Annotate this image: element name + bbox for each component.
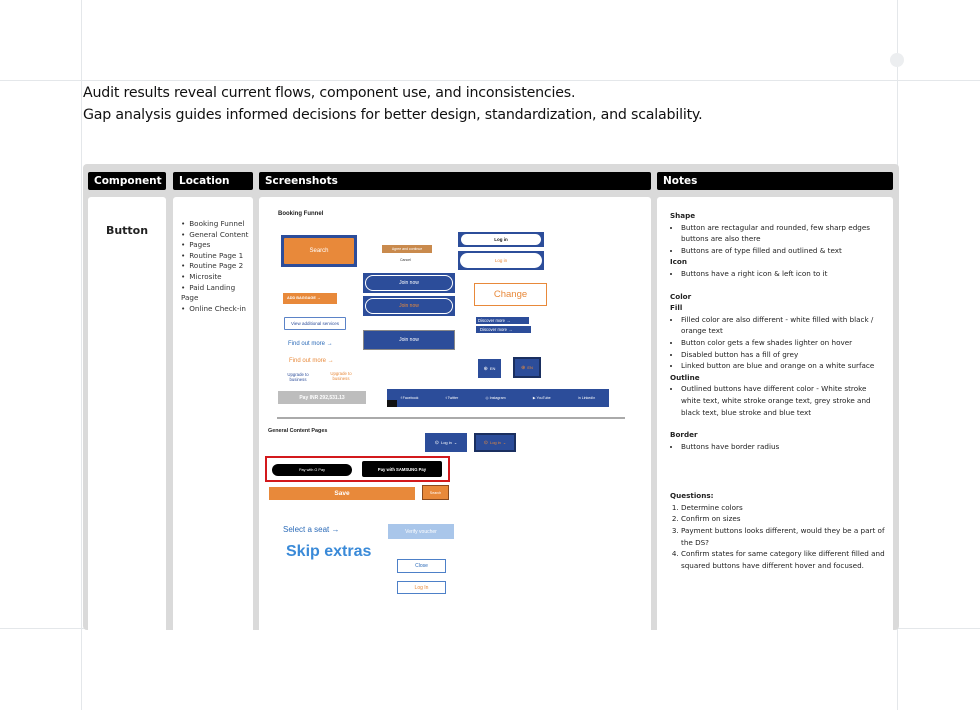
bar-corner-mark — [387, 400, 397, 407]
notes-item: • Linked button are blue and orange on a white surface — [681, 360, 885, 372]
booking-funnel-title: Booking Funnel — [278, 211, 324, 217]
header-component: Component — [88, 172, 166, 190]
notes-item: • Outlined buttons have different color - White stroke white text, white stroke orange text, grey stroke and black text, blue stroke and blue text — [681, 383, 885, 418]
join-now-button-2[interactable]: Join now — [365, 298, 453, 314]
location-item: • Paid Landing Page — [181, 283, 253, 304]
discover-more-button-2[interactable] — [476, 326, 531, 333]
search-button[interactable]: Search — [284, 238, 354, 264]
user-icon: ⊙ — [434, 439, 439, 446]
select-seat-link[interactable] — [283, 525, 339, 534]
question-item: 1. Determine colors — [681, 502, 885, 514]
language-label-active: EN — [527, 365, 533, 370]
youtube-icon: ▶ — [532, 396, 536, 400]
verify-voucher-button-disabled[interactable]: Verify voucher — [388, 524, 454, 539]
pay-inr-button-disabled[interactable]: Pay INR 292,531.13 — [278, 391, 366, 404]
search-button-small[interactable]: Search — [422, 485, 449, 500]
guide-handle — [890, 53, 904, 67]
user-icon: ⊙ — [483, 439, 488, 446]
linkedin-label: LinkedIn — [581, 396, 596, 400]
intro-line-2: Gap analysis guides informed decisions for better design, standardization, and scalability. — [83, 107, 703, 123]
section-divider — [277, 417, 625, 419]
location-item: • Routine Page 2 — [181, 261, 253, 272]
join-now-button-3[interactable]: Join now — [363, 330, 455, 350]
arrow-right-icon: → — [331, 525, 340, 534]
youtube-button[interactable] — [533, 396, 551, 400]
guide-line-top — [0, 80, 980, 81]
instagram-label: Instagram — [489, 396, 506, 400]
notes-border-title: Border — [670, 430, 698, 440]
facebook-label: Facebook — [402, 396, 419, 400]
log-in-outline-button[interactable]: Log In — [397, 581, 446, 594]
find-out-more-link-orange[interactable] — [289, 358, 334, 364]
google-pay-button[interactable]: Pay with G Pay — [272, 464, 352, 476]
notes-questions-title: Questions: — [670, 491, 714, 501]
twitter-icon: t — [445, 396, 447, 400]
log-in-button-orange-text[interactable]: Log in — [460, 253, 542, 268]
facebook-icon: f — [400, 396, 402, 400]
location-item: • Booking Funnel — [181, 219, 253, 230]
header-notes: Notes — [657, 172, 893, 190]
notes-item: • Disabled button has a fill of grey — [681, 349, 885, 361]
location-item: • Pages — [181, 240, 253, 251]
facebook-button[interactable] — [401, 396, 419, 400]
notes-item: • Buttons have border radius — [681, 441, 885, 453]
globe-icon: ⊕ — [521, 364, 526, 371]
notes-item: • Filled color are also different - white filled with black / orange text — [681, 314, 885, 337]
language-button-en[interactable] — [478, 359, 501, 378]
view-additional-services-button[interactable]: View additional services — [284, 317, 346, 330]
agree-continue-button[interactable]: Agree and continue — [382, 245, 432, 253]
language-label: EN — [489, 366, 496, 371]
notes-fill-list — [670, 314, 885, 372]
chevron-down-icon: ⌄ — [453, 440, 458, 445]
notes-color-title: Color — [670, 291, 692, 301]
location-list — [181, 219, 253, 314]
notes-item: • Button are rectagular and rounded, few sharp edges buttons are also there — [681, 222, 885, 245]
question-item: 4. Confirm states for same category like different filled and squared buttons have different hover and focused. — [681, 548, 885, 571]
arrow-right-icon: → — [508, 327, 513, 332]
notes-icon-title: Icon — [670, 257, 687, 267]
twitter-button[interactable] — [446, 396, 459, 400]
linkedin-icon: in — [577, 396, 581, 400]
arrow-right-icon: → — [326, 341, 333, 347]
upgrade-business-link-blue[interactable]: Upgrade to business — [287, 372, 309, 382]
log-in-button-white[interactable]: Log in — [461, 234, 541, 245]
guide-line-left — [81, 0, 82, 710]
instagram-icon: ◎ — [485, 396, 489, 400]
notes-fill-title: Fill — [670, 303, 683, 313]
join-frame-1 — [363, 273, 455, 293]
location-item: • Microsite — [181, 272, 253, 283]
upgrade-business-link-orange[interactable]: Upgrade to business — [330, 371, 352, 381]
header-location: Location — [173, 172, 253, 190]
notes-border-list — [670, 441, 885, 453]
notes-outline-list — [670, 383, 885, 418]
save-button[interactable]: Save — [269, 487, 415, 500]
notes-shape-title: Shape — [670, 211, 696, 220]
change-button[interactable]: Change — [474, 283, 547, 306]
component-name: Button — [105, 224, 149, 237]
add-baggage-button[interactable] — [283, 293, 337, 304]
discover-more-button-1[interactable] — [476, 317, 529, 324]
log-in-label-dark-1: Log in — [440, 440, 452, 445]
notes-column — [657, 197, 893, 630]
select-seat-label: Select a seat — [283, 525, 330, 534]
youtube-label: YouTube — [536, 396, 551, 400]
arrow-right-icon: → — [506, 318, 511, 323]
location-item: • General Content — [181, 230, 253, 241]
notes-item: • Buttons have a right icon & left icon to it — [681, 268, 885, 280]
join-frame-2 — [363, 296, 455, 316]
twitter-label: Twitter — [447, 396, 459, 400]
screenshots-column — [259, 197, 651, 630]
notes-icon-list — [670, 268, 885, 280]
audit-table — [83, 164, 899, 630]
social-buttons-bar — [387, 389, 609, 407]
globe-icon: ⊕ — [483, 365, 488, 372]
search-button-frame — [281, 235, 357, 267]
intro-line-1: Audit results reveal current flows, component use, and inconsistencies. — [83, 85, 576, 101]
discover-more-label-1: Discover more — [478, 318, 505, 323]
find-out-more-link-blue[interactable] — [288, 341, 333, 347]
discover-more-label-2: Discover more — [480, 327, 507, 332]
chevron-down-icon: ⌄ — [502, 440, 507, 445]
notes-item: • Buttons are of type filled and outlined & text — [681, 245, 885, 257]
login-frame-2 — [458, 251, 544, 270]
question-item: 2. Confirm on sizes — [681, 513, 885, 525]
notes-content — [670, 210, 885, 571]
location-item: • Routine Page 1 — [181, 251, 253, 262]
log-in-button-dark-1[interactable] — [425, 433, 467, 452]
language-button-en-active[interactable] — [513, 357, 541, 378]
general-content-title: General Content Pages — [268, 428, 328, 434]
log-in-label-dark-2: Log in — [489, 440, 501, 445]
notes-shape-list — [670, 222, 885, 257]
notes-item: • Button color gets a few shades lighter on hover — [681, 337, 885, 349]
cancel-link[interactable]: Cancel — [400, 258, 411, 262]
location-column — [173, 197, 253, 630]
find-out-more-label-orange: Find out more — [289, 358, 327, 364]
log-in-button-dark-2[interactable] — [474, 433, 516, 452]
close-button[interactable]: Close — [397, 559, 446, 573]
component-column — [88, 197, 166, 630]
question-item: 3. Payment buttons looks different, would they be a part of the DS? — [681, 525, 885, 548]
login-frame-1 — [458, 232, 544, 247]
skip-extras-link[interactable]: Skip extras — [286, 543, 372, 560]
instagram-button[interactable] — [485, 396, 505, 400]
header-screenshots: Screenshots — [259, 172, 651, 190]
intro-text — [83, 82, 702, 126]
arrow-right-icon: → — [327, 358, 334, 364]
find-out-more-label-blue: Find out more — [288, 341, 326, 347]
notes-outline-title: Outline — [670, 372, 700, 382]
notes-questions-list — [670, 502, 885, 572]
linkedin-button[interactable] — [578, 396, 595, 400]
add-baggage-label: ADD BAGGAGE — [287, 296, 316, 300]
samsung-pay-button[interactable]: Pay with SAMSUNG Pay — [362, 461, 442, 477]
join-now-button-1[interactable]: Join now — [365, 275, 453, 291]
location-item: • Online Check-in — [181, 304, 253, 315]
arrow-right-icon: → — [316, 296, 321, 300]
